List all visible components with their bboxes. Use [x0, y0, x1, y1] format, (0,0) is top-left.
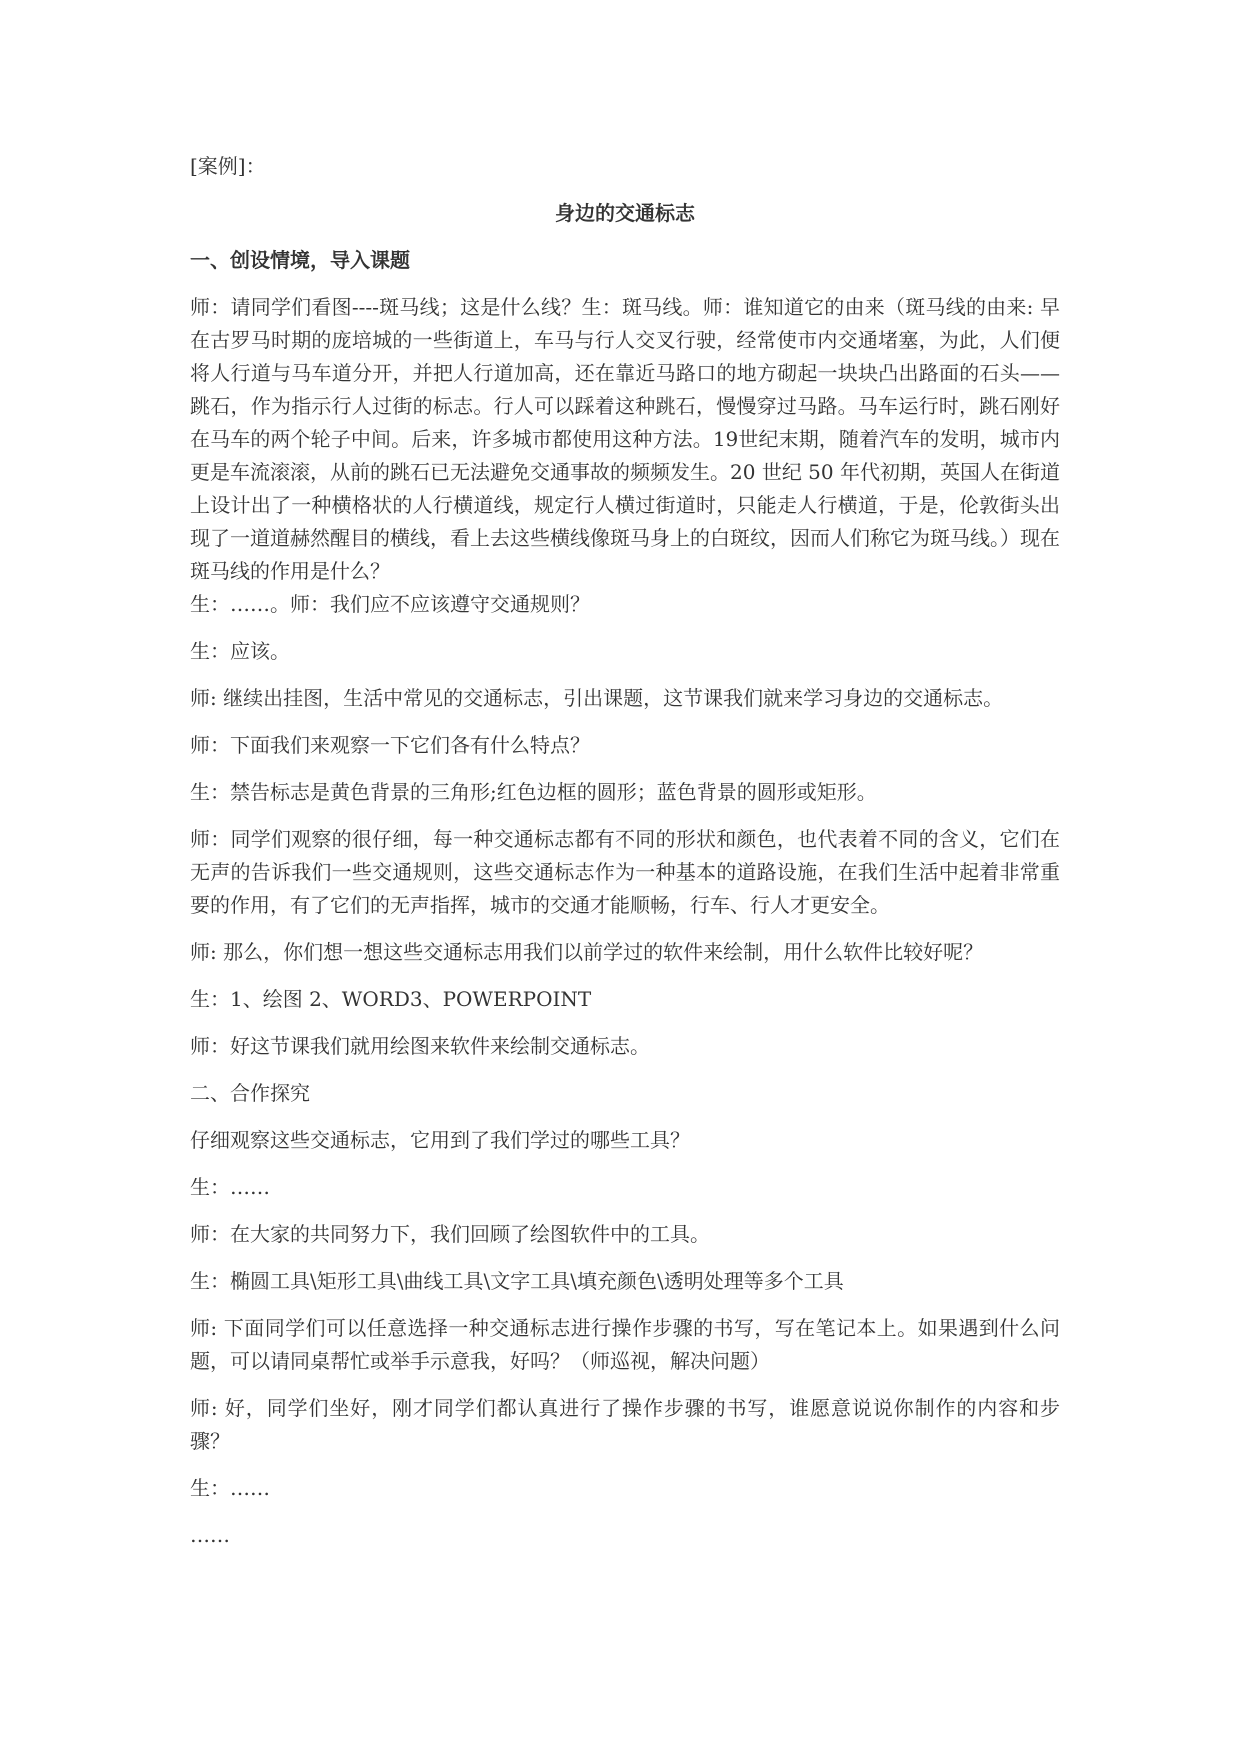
paragraph: 生：应该。 [190, 639, 290, 663]
paragraph: 生：……。师：我们应不应该遵守交通规则？ [190, 592, 590, 616]
paragraph-zebra-crossing: 师：请同学们看图----斑马线；这是什么线？生：斑马线。师：谁知道它的由来（斑马线的由来: 早在古罗马时期的庞培城的一些街道上，车马与行人交叉行驶，经常使市内交通堵塞，为此，人们便将人行道与马车道分开，并把人行道加高，还在靠近马路口的地方砌起一块块凸出路面的石头——跳石，作为指示行人过街的标志。行人可以踩着这种跳石，慢慢穿过马路。马车运行时，跳石刚好在马车的两个轮子中间。后来，许多城市都使用这种方法。19世纪末期，随着汽车的发明，城市内更是车流滚滚，从前的跳石已无法避免交通事故的频频发生。20 世纪 50 年代初期，英国人在街道上设计出了一种横格状的人行横道线，规定行人横过街道时，只能走人行横道，于是，伦敦街头出现了一道道赫然醒目的横线，看上去这些横线像斑马身上的白斑纹，因而人们称它为斑马线。）现在斑马线的作用是什么？ [190, 295, 1060, 583]
paragraph: 师：好这节课我们就用绘图来软件来绘制交通标志。 [190, 1034, 650, 1058]
paragraph: 师: 好，同学们坐好，刚才同学们都认真进行了操作步骤的书写，谁愿意说说你制作的内容和步骤？ [190, 1396, 1060, 1453]
document-title: 身边的交通标志 [555, 201, 695, 225]
paragraph: 生：…… [190, 1476, 270, 1500]
section-heading-1: 一、创设情境，导入课题 [190, 248, 410, 272]
case-label: [案例]： [190, 154, 266, 178]
paragraph: 师：同学们观察的很仔细，每一种交通标志都有不同的形状和颜色，也代表着不同的含义，它们在无声的告诉我们一些交通规则，这些交通标志作为一种基本的道路设施，在我们生活中起着非常重要的作用，有了它们的无声指挥，城市的交通才能顺畅，行车、行人才更安全。 [190, 827, 1060, 917]
paragraph: 生：1、绘图 2、WORD3、POWERPOINT [190, 987, 592, 1011]
section-heading-2: 二、合作探究 [190, 1081, 310, 1105]
paragraph: 仔细观察这些交通标志，它用到了我们学过的哪些工具？ [190, 1128, 690, 1152]
paragraph: 师: 那么，你们想一想这些交通标志用我们以前学过的软件来绘制，用什么软件比较好呢？ [190, 940, 984, 964]
paragraph: 生：禁告标志是黄色背景的三角形;红色边框的圆形；蓝色背景的圆形或矩形。 [190, 780, 877, 804]
paragraph: 师：在大家的共同努力下，我们回顾了绘图软件中的工具。 [190, 1222, 710, 1246]
document-page [190, 150, 1060, 1566]
paragraph: 师: 继续出挂图，生活中常见的交通标志，引出课题，这节课我们就来学习身边的交通标志。 [190, 686, 1004, 710]
paragraph: 师: 下面同学们可以任意选择一种交通标志进行操作步骤的书写，写在笔记本上。如果遇到什么问题，可以请同桌帮忙或举手示意我，好吗？（师巡视，解决问题） [190, 1316, 1060, 1373]
paragraph: 师：下面我们来观察一下它们各有什么特点？ [190, 733, 590, 757]
paragraph: 生：…… [190, 1175, 270, 1199]
paragraph: 生：椭圆工具\矩形工具\曲线工具\文字工具\填充颜色\透明处理等多个工具 [190, 1269, 844, 1293]
paragraph-ellipsis: …… [190, 1523, 230, 1547]
